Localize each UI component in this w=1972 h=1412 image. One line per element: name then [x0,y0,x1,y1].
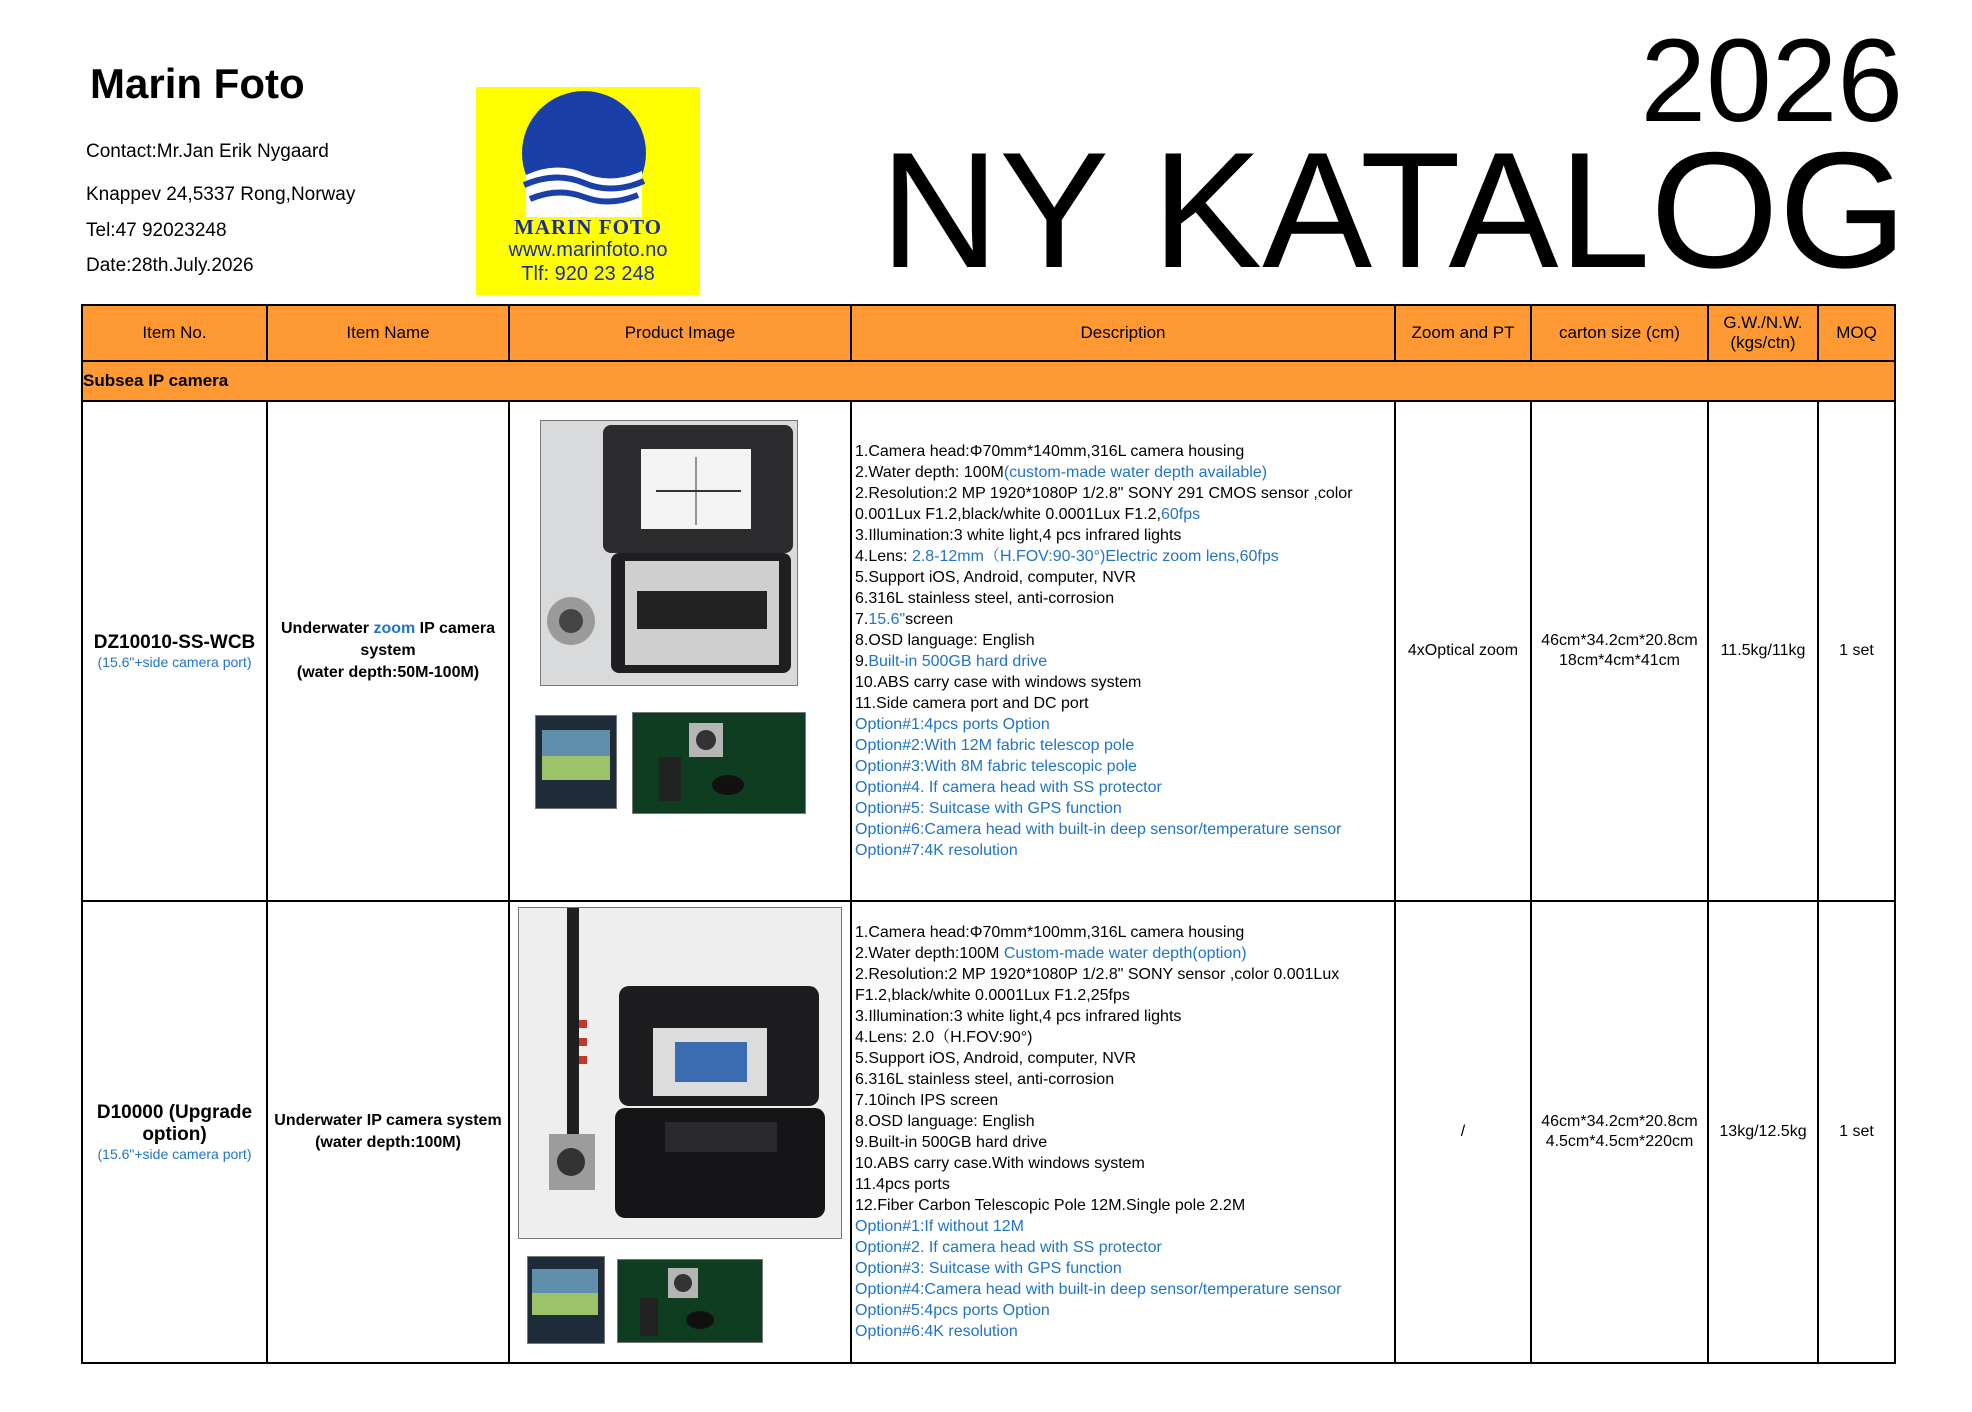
catalog-title: NY KATALOG [880,118,1907,302]
logo-name: MARIN FOTO [514,215,662,239]
description-highlight: Option#5:4pcs ports Option [855,1302,1050,1319]
table-header-row [82,305,1895,361]
description-line [855,546,1394,567]
description-text: 9. [855,653,869,670]
description-line [855,1006,1394,1027]
address-line: Knappev 24,5337 Rong,Norway [86,184,356,205]
description-highlight: Custom-made water depth(option) [1003,945,1247,962]
description-line [855,1321,1394,1342]
col-weight-line2: (kgs/ctn) [1730,333,1796,352]
item-name [268,618,508,662]
carton-size-2: 18cm*4cm*41cm [1559,652,1680,669]
product-photo-main [518,907,842,1239]
description-text: 3.Illumination:3 white light,4 pcs infrared lights [855,527,1182,544]
description-highlight: Option#2:With 12M fabric telescop pole [855,737,1135,754]
description-line [855,1258,1394,1279]
description-line [855,483,1394,504]
description-text: 1.Camera head:Φ70mm*140mm,316L camera housing [855,443,1245,460]
description-text: 0.001Lux F1.2,black/white 0.0001Lux F1.2, [855,506,1161,523]
col-description: Description [851,305,1395,361]
item-name-cell [267,901,509,1363]
item-name: Underwater IP camera system [274,1112,502,1129]
description-highlight: 60fps [1160,506,1201,523]
description-line [855,609,1394,630]
carton-size-1: 46cm*34.2cm*20.8cm [1541,1113,1698,1130]
product-thumb-camera [632,712,806,814]
camera-head-photo [633,713,805,813]
weight-cell: 11.5kg/11kg [1708,401,1818,901]
company-name: Marin Foto [90,60,305,107]
description-highlight: Option#4:Camera head with built-in deep sensor/temperature sensor [855,1281,1342,1298]
item-note: (15.6"+side camera port) [97,1146,252,1162]
description-text: 10.ABS carry case with windows system [855,674,1142,691]
description-line [855,1237,1394,1258]
contact-line: Contact:Mr.Jan Erik Nygaard [86,141,329,162]
item-no-cell [82,401,267,901]
camera-case-photo [541,421,797,685]
item-no-cell [82,901,267,1363]
item-code: DZ10010-SS-WCB [93,632,256,653]
section-title: Subsea IP camera [82,361,1895,401]
description-text: 9.Built-in 500GB hard drive [855,1134,1048,1151]
screen-thumb-photo [528,1257,604,1343]
camera-head-photo [618,1260,762,1342]
item-depth: (water depth:100M) [315,1134,461,1151]
description-highlight: Option#3: Suitcase with GPS function [855,1260,1122,1277]
description-highlight: Option#5: Suitcase with GPS function [855,800,1122,817]
carton-cell [1531,401,1708,901]
col-item-name: Item Name [267,305,509,361]
description-line [855,1195,1394,1216]
description-text: 7.10inch IPS screen [855,1092,999,1109]
item-name-zoom: zoom [373,620,416,637]
tel-line: Tel:47 92023248 [86,220,227,241]
description-text: 4.Lens: 2.0（H.FOV:90°) [855,1029,1033,1046]
description-line [855,1216,1394,1237]
product-image-cell [509,401,851,901]
description-text: 1.Camera head:Φ70mm*100mm,316L camera housing [855,924,1245,941]
product-thumb-screen [527,1256,605,1344]
description-text: screen [905,611,954,628]
description-text: 10.ABS carry case.With windows system [855,1155,1145,1172]
wave-globe-icon [476,87,700,217]
description-highlight: Option#1:4pcs ports Option [855,716,1050,733]
description-line [855,1132,1394,1153]
logo-phone: Tlf: 920 23 248 [521,263,655,285]
description-line [855,964,1394,985]
date-line: Date:28th.July.2026 [86,255,254,276]
description-text: 2.Water depth: 100M [855,464,1004,481]
col-weight [1708,305,1818,361]
description-line [855,819,1394,840]
description-line [855,672,1394,693]
description-line [855,777,1394,798]
table-row [82,401,1895,901]
product-table [81,304,1896,1364]
description-highlight: Built-in 500GB hard drive [868,653,1048,670]
product-photo-main [540,420,798,686]
description-text: 11.4pcs ports [855,1176,950,1193]
moq-cell: 1 set [1818,401,1895,901]
description-line [855,714,1394,735]
description-line [855,1279,1394,1300]
description-line [855,567,1394,588]
description-text: 3.Illumination:3 white light,4 pcs infrared lights [855,1008,1182,1025]
description-line [855,693,1394,714]
description-highlight: Option#3:With 8M fabric telescopic pole [855,758,1137,775]
description-highlight: 2.8-12mm（H.FOV:90-30°)Electric zoom lens,60fps [911,548,1279,565]
description-highlight: Option#2. If camera head with SS protector [855,1239,1162,1256]
item-name-cell [267,401,509,901]
logo-url: www.marinfoto.no [508,239,668,261]
description-text: 2.Resolution:2 MP 1920*1080P 1/2.8" SONY 291 CMOS sensor ,color [855,485,1353,502]
carton-size-2: 4.5cm*4.5cm*220cm [1545,1133,1694,1150]
description-highlight: (custom-made water depth available) [1003,464,1268,481]
camera-case-pole-photo [519,908,841,1238]
col-product-image: Product Image [509,305,851,361]
catalog-year: 2026 [1640,15,1903,147]
description-line [855,1111,1394,1132]
description-text: 2.Water depth:100M [855,945,1004,962]
description-text: 8.OSD language: English [855,632,1035,649]
description-text: 12.Fiber Carbon Telescopic Pole 12M.Single pole 2.2M [855,1197,1246,1214]
description-highlight: Option#6:4K resolution [855,1323,1018,1340]
product-thumb-camera [617,1259,763,1343]
carton-size-1: 46cm*34.2cm*20.8cm [1541,632,1698,649]
col-zoom-pt: Zoom and PT [1395,305,1531,361]
description-text: 11.Side camera port and DC port [855,695,1089,712]
description-line [855,1090,1394,1111]
description-text: 5.Support iOS, Android, computer, NVR [855,1050,1137,1067]
description-line [855,1153,1394,1174]
description-highlight: 15.6" [868,611,906,628]
section-row [82,361,1895,401]
description-line [855,1300,1394,1321]
weight-cell: 13kg/12.5kg [1708,901,1818,1363]
description-line [855,840,1394,861]
marin-foto-logo [476,87,700,295]
description-text: 4.Lens: [855,548,912,565]
item-depth: (water depth:50M-100M) [296,664,480,681]
description-line [855,630,1394,651]
zoom-cell: 4xOptical zoom [1395,401,1531,901]
description-line [855,985,1394,1006]
description-text: 7. [855,611,869,628]
description-text: F1.2,black/white 0.0001Lux F1.2,25fps [855,987,1130,1004]
description-highlight: Option#4. If camera head with SS protector [855,779,1162,796]
zoom-cell: / [1395,901,1531,1363]
description-line [855,735,1394,756]
description-line [855,1069,1394,1090]
description-line [855,756,1394,777]
description-line [855,525,1394,546]
product-image-cell [509,901,851,1363]
description-text: 8.OSD language: English [855,1113,1035,1130]
product-thumb-screen [535,715,617,809]
description-line [855,504,1394,525]
description-cell [851,401,1395,901]
description-text: 2.Resolution:2 MP 1920*1080P 1/2.8" SONY sensor ,color 0.001Lux [855,966,1340,983]
description-line [855,441,1394,462]
col-carton-size: carton size (cm) [1531,305,1708,361]
item-name-text-2: IP camera system [360,620,495,659]
description-line [855,943,1394,964]
screen-thumb-photo [536,716,616,808]
description-line [855,462,1394,483]
item-name-text: Underwater [280,620,374,637]
col-weight-line1: G.W./N.W. [1723,313,1803,332]
description-text: 6.316L stainless steel, anti-corrosion [855,1071,1115,1088]
description-line [855,1048,1394,1069]
moq-cell: 1 set [1818,901,1895,1363]
description-line [855,1174,1394,1195]
description-line [855,798,1394,819]
item-note: (15.6"+side camera port) [97,654,252,670]
description-highlight: Option#7:4K resolution [855,842,1018,859]
description-text: 5.Support iOS, Android, computer, NVR [855,569,1137,586]
table-row [82,901,1895,1363]
item-code: D10000 (Upgrade option) [96,1102,253,1145]
description-line [855,651,1394,672]
description-line [855,922,1394,943]
description-highlight: Option#1:If without 12M [855,1218,1024,1235]
carton-cell [1531,901,1708,1363]
description-line [855,588,1394,609]
description-highlight: Option#6:Camera head with built-in deep sensor/temperature sensor [855,821,1342,838]
description-text: 6.316L stainless steel, anti-corrosion [855,590,1115,607]
description-line [855,1027,1394,1048]
description-cell [851,901,1395,1363]
col-item-no: Item No. [82,305,267,361]
col-moq: MOQ [1818,305,1895,361]
